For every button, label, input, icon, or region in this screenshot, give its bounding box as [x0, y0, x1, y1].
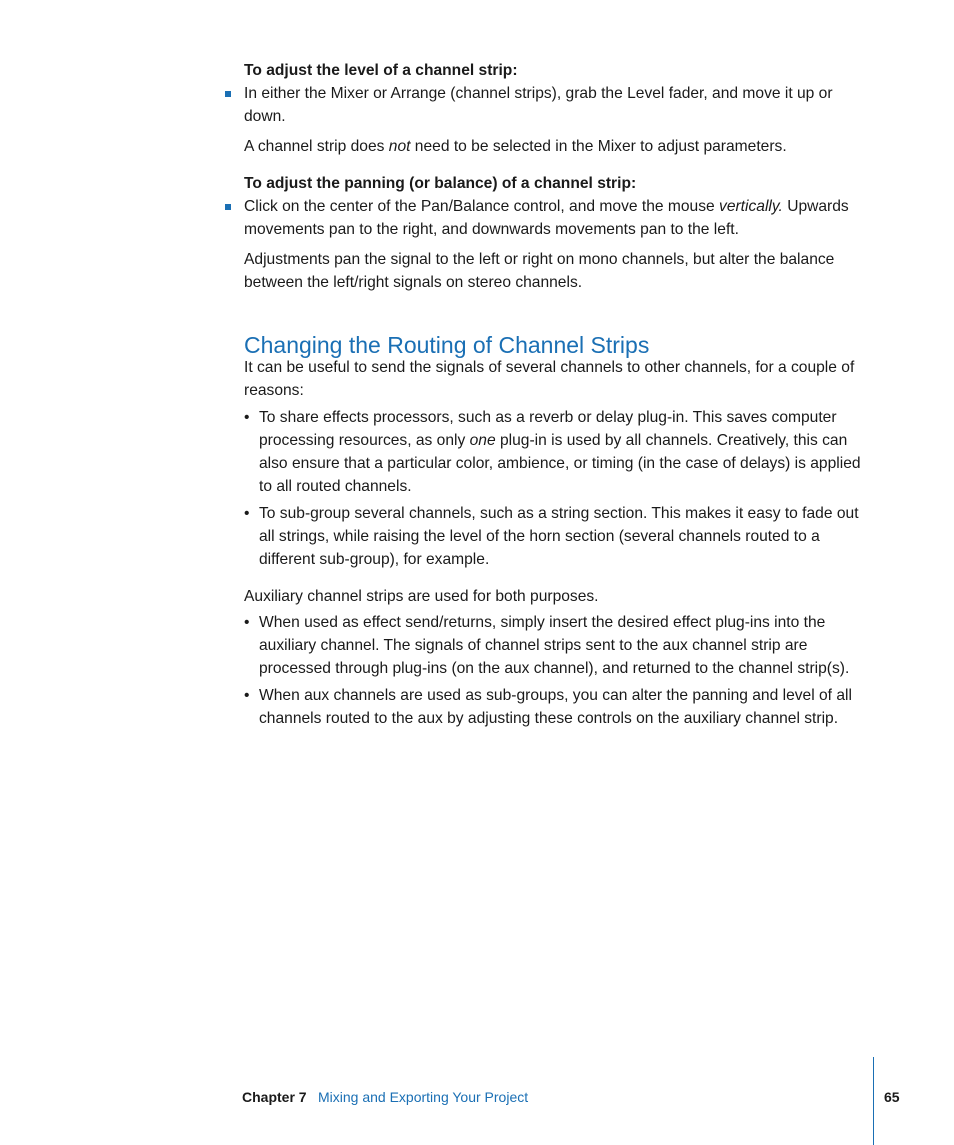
bullet4-text: When aux channels are used as sub-groups, you can alter the panning and level of all channels routed to the aux by adjusting these controls on the auxiliary channel strip.	[259, 687, 852, 727]
level-note-text-a: A channel strip does	[244, 138, 389, 155]
footer-chapter-title: Mixing and Exporting Your Project	[318, 1089, 529, 1105]
task-heading-pan: To adjust the panning (or balance) of a channel strip:	[244, 175, 637, 192]
square-bullet-icon	[225, 91, 231, 97]
bullet3-text: When used as effect send/returns, simply insert the desired effect plug-ins into the auxiliary channel. The signals of channel strips sent to the aux channel strip are processed through plug-ins (on the aux channel), and returned to the channel strip(s).	[259, 614, 850, 677]
footer-divider	[873, 1057, 874, 1145]
task-heading-level: To adjust the level of a channel strip:	[244, 62, 518, 79]
bullet-icon: •	[244, 409, 250, 426]
level-step	[244, 82, 874, 128]
pan-step-emphasis: vertically.	[719, 198, 783, 215]
pan-step-text-a: Click on the center of the Pan/Balance control, and move the mouse	[244, 198, 720, 215]
bullet-icon: •	[244, 505, 250, 522]
bullet1-text-b: plug-in is used by all channels. Creatively, this can also ensure that a particular color, ambience, or timing (in the case of delays) is applied to all routed channels.	[259, 432, 861, 495]
pan-note: Adjustments pan the signal to the left or right on mono channels, but alter the balance between the left/right signals on stereo channels.	[244, 251, 835, 291]
page-number: 65	[884, 1089, 900, 1105]
bullet-icon: •	[244, 614, 250, 631]
list-item	[244, 406, 874, 498]
level-note	[244, 135, 874, 158]
bullet2-text: To sub-group several channels, such as a string section. This makes it easy to fade out all strings, while raising the level of the horn section (several channels routed to a different sub-group), for example.	[259, 505, 859, 568]
level-note-text-b: need to be selected in the Mixer to adjust parameters.	[410, 138, 787, 155]
aux-intro: Auxiliary channel strips are used for both purposes.	[244, 588, 599, 605]
pan-step-text-b: Upwards movements pan to the right, and downwards movements pan to the left.	[244, 198, 849, 238]
level-step-text: In either the Mixer or Arrange (channel strips), grab the Level fader, and move it up or down.	[244, 85, 833, 125]
footer-chapter	[242, 1089, 307, 1105]
pan-step	[244, 195, 874, 241]
level-section	[244, 59, 874, 158]
footer-chapter-label: Chapter 7	[242, 1089, 307, 1105]
list-item	[244, 684, 874, 730]
routing-intro: It can be useful to send the signals of several channels to other channels, for a couple of reasons:	[244, 359, 855, 399]
level-note-emphasis: not	[388, 138, 411, 155]
bullet-icon: •	[244, 687, 250, 704]
list-item	[244, 502, 874, 571]
pan-section	[244, 172, 874, 294]
square-bullet-icon	[225, 204, 231, 210]
section-title: Changing the Routing of Channel Strips	[244, 332, 650, 358]
bullet1-emphasis: one	[469, 432, 496, 449]
routing-section	[244, 331, 874, 730]
bullet1-text-a: To share effects processors, such as a reverb or delay plug-in. This saves computer processing resources, as only	[259, 409, 837, 449]
list-item	[244, 611, 874, 680]
